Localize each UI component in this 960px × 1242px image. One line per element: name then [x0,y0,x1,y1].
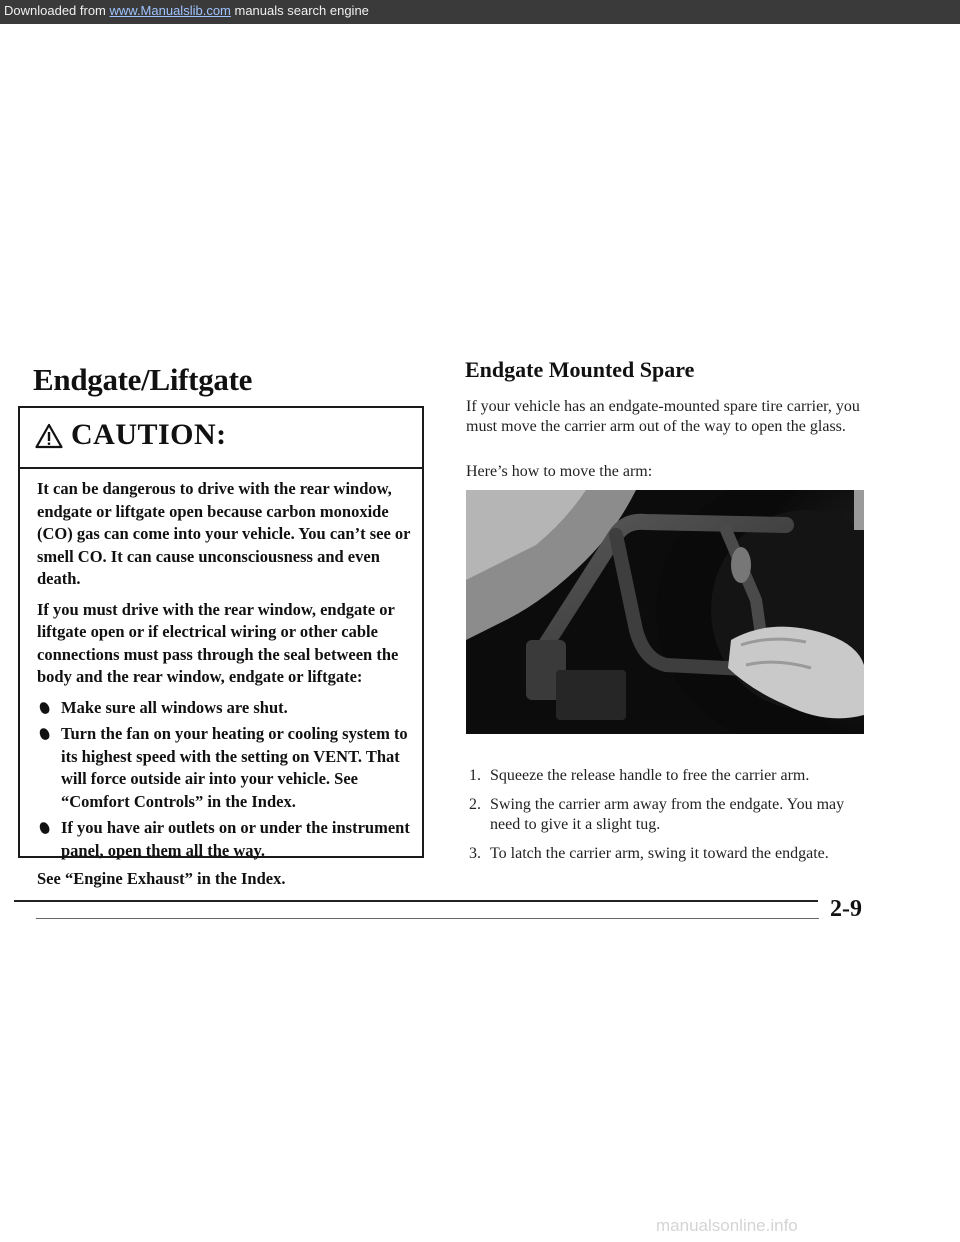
step-item [466,766,866,786]
caution-bullet-item [37,697,419,720]
step-number: 2. [469,796,481,813]
caution-paragraph: If you must drive with the rear window, endgate or liftgate open or if electrical wiring or other cable connections must pass through the seal between the body and the rear window, endgate or liftgate: [37,599,399,686]
caution-label: CAUTION: [71,418,227,451]
caution-box [18,406,424,888]
caution-paragraph: It can be dangerous to drive with the rear window, endgate or liftgate open because carbon monoxide (CO) gas can come into your vehicle. You can’t see or smell CO. It can cause unconsciousness and even death. [37,479,411,588]
section-title-endgate-mounted-spare: Endgate Mounted Spare [465,357,695,382]
caution-footer-reference: See “Engine Exhaust” in the Index. [37,869,286,888]
steps-list [466,766,866,873]
watermark-prefix: Downloaded from [4,3,110,18]
bullet-text: Turn the fan on your heating or cooling system to its highest speed with the setting on VENT. That will force outside air into your vehicle. See “Comfort Controls” in the Index. [61,724,408,811]
step-number: 3. [469,845,481,862]
step-text: Swing the carrier arm away from the endgate. You may need to give it a slight tug. [490,796,845,833]
bullet-text: If you have air outlets on or under the instrument panel, open them all the way. [61,818,410,860]
manualslib-link[interactable]: www.Manualslib.com [109,3,231,18]
warning-triangle-icon [35,423,63,449]
spare-tire-carrier-photo [466,490,864,734]
footer-rule-thin [36,918,819,919]
bullet-text: Make sure all windows are shut. [61,697,288,717]
caution-header [20,408,422,469]
caution-body [37,478,419,899]
caution-bullet-item [37,817,419,862]
carrier-arm-illustration [466,490,864,734]
section-title-endgate-liftgate: Endgate/Liftgate [33,362,253,397]
watermark-suffix: manuals search engine [230,3,369,18]
footer-rule [14,900,818,902]
howto-line: Here’s how to move the arm: [466,463,653,480]
page-number: 2-9 [830,896,862,922]
caution-bullet-list [37,697,419,863]
bullet-icon [38,727,51,742]
bullet-icon [38,821,51,836]
step-text: Squeeze the release handle to free the carrier arm. [490,767,810,784]
watermark-banner [0,0,960,24]
step-text: To latch the carrier arm, swing it toward the endgate. [490,845,829,862]
caution-bullet-item [37,723,419,813]
intro-paragraph: If your vehicle has an endgate-mounted spare tire carrier, you must move the carrier arm out of the way to open the glass. [466,398,860,435]
bullet-icon [38,700,51,715]
watermark-bottom: manualsonline.info [656,1216,798,1235]
step-number: 1. [469,767,481,784]
step-item [466,795,866,835]
step-item [466,844,866,864]
